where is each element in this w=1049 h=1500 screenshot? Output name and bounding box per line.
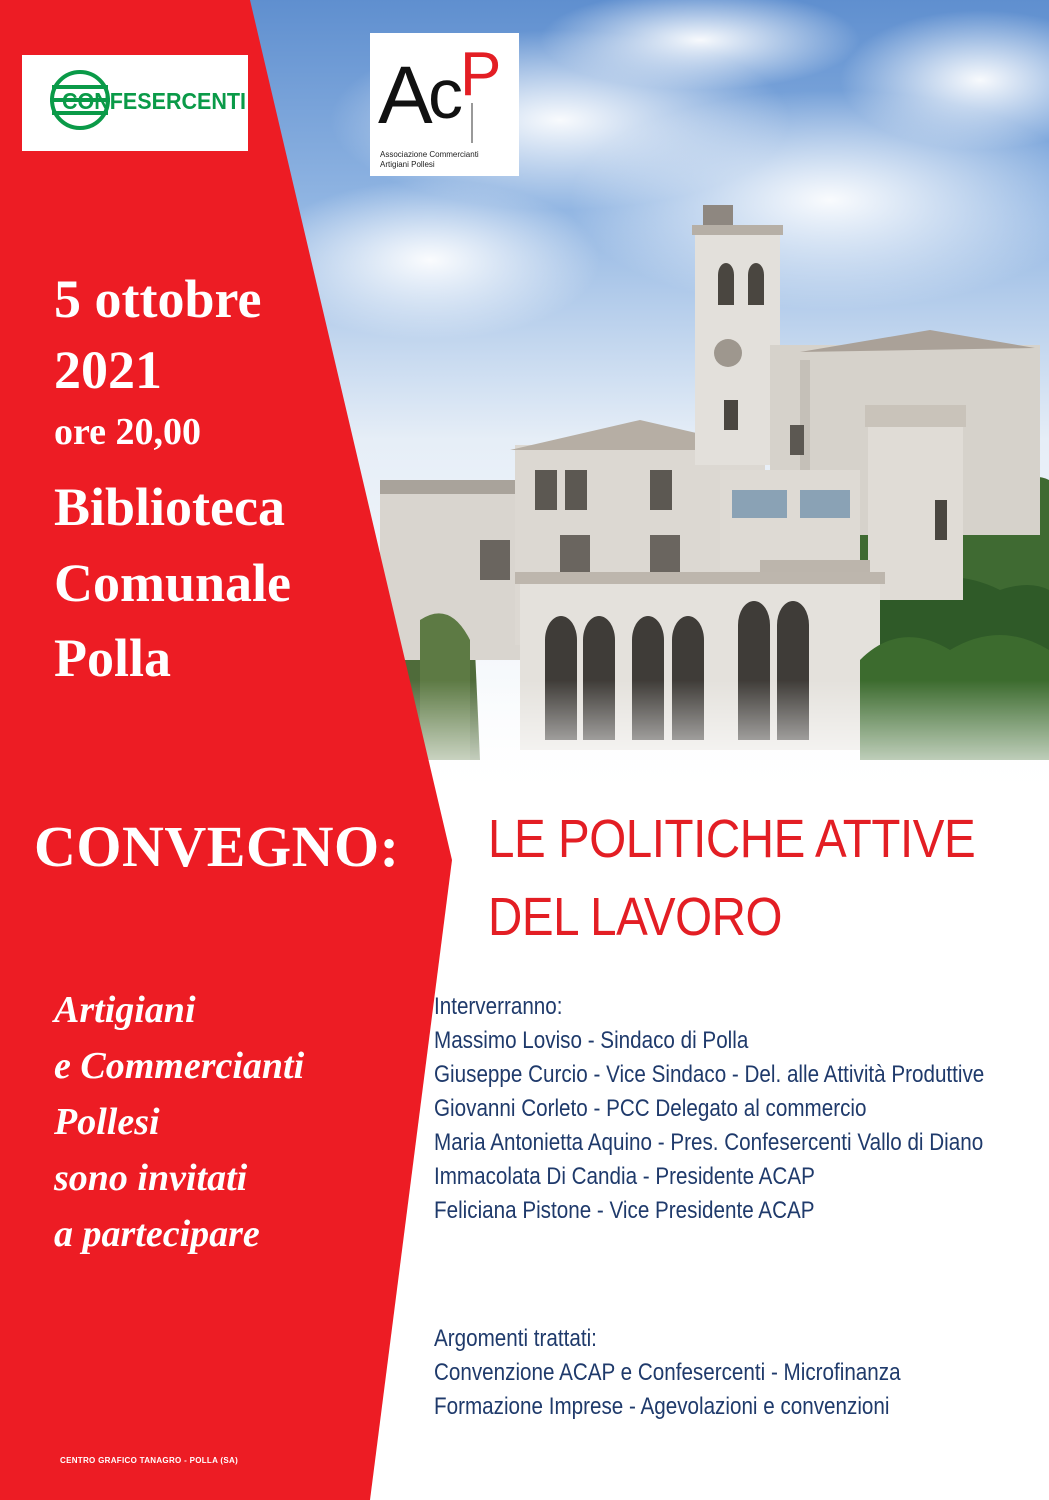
venue-line-3: Polla bbox=[54, 628, 171, 688]
acap-subtitle-2: Artigiani Pollesi bbox=[380, 160, 435, 169]
title-line-2: DEL LAVORO bbox=[488, 887, 783, 947]
invitation-line-1: Artigiani bbox=[54, 989, 196, 1031]
print-credit: CENTRO GRAFICO TANAGRO - POLLA (SA) bbox=[60, 1456, 239, 1465]
speaker-item: Immacolata Di Candia - Presidente ACAP bbox=[434, 1163, 815, 1190]
event-year: 2021 bbox=[54, 340, 162, 400]
event-time: ore 20,00 bbox=[54, 411, 202, 453]
topics-heading: Argomenti trattati: bbox=[434, 1325, 597, 1352]
topics-list bbox=[434, 1322, 901, 1424]
invitation-line-4: sono invitati bbox=[54, 1157, 248, 1199]
svg-text:P: P bbox=[460, 40, 502, 109]
topic-item: Convenzione ACAP e Confesercenti - Microfinanza bbox=[434, 1359, 901, 1386]
speaker-item: Feliciana Pistone - Vice Presidente ACAP bbox=[434, 1197, 815, 1224]
conference-title bbox=[488, 800, 975, 956]
invitation-text bbox=[54, 982, 304, 1262]
event-date: 5 ottobre bbox=[54, 269, 262, 329]
svg-text:c: c bbox=[428, 55, 463, 133]
topic-item: Formazione Imprese - Agevolazioni e convenzioni bbox=[434, 1393, 890, 1420]
venue-line-1: Biblioteca bbox=[54, 477, 285, 537]
speaker-item: Massimo Loviso - Sindaco di Polla bbox=[434, 1027, 749, 1054]
speakers-list bbox=[434, 990, 984, 1228]
invitation-line-5: a partecipare bbox=[54, 1213, 260, 1255]
venue-line-2: Comunale bbox=[54, 553, 292, 613]
red-band-shape bbox=[0, 0, 452, 1500]
convegno-label: CONVEGNO: bbox=[34, 814, 400, 879]
speakers-heading: Interverranno: bbox=[434, 993, 563, 1020]
invitation-line-2: e Commercianti bbox=[54, 1045, 305, 1087]
confesercenti-wordmark: CONFESERCENTI bbox=[62, 88, 246, 114]
acap-subtitle-1: Associazione Commercianti bbox=[380, 150, 479, 159]
acap-logo bbox=[370, 33, 519, 176]
acap-letters: A bbox=[378, 50, 433, 141]
speaker-item: Maria Antonietta Aquino - Pres. Confesercenti Vallo di Diano bbox=[434, 1129, 984, 1156]
title-line-1: LE POLITICHE ATTIVE bbox=[488, 809, 976, 869]
speaker-item: Giovanni Corleto - PCC Delegato al commercio bbox=[434, 1095, 867, 1122]
invitation-line-3: Pollesi bbox=[54, 1101, 160, 1143]
confesercenti-logo bbox=[22, 55, 248, 151]
speaker-item: Giuseppe Curcio - Vice Sindaco - Del. alle Attività Produttive bbox=[434, 1061, 985, 1088]
